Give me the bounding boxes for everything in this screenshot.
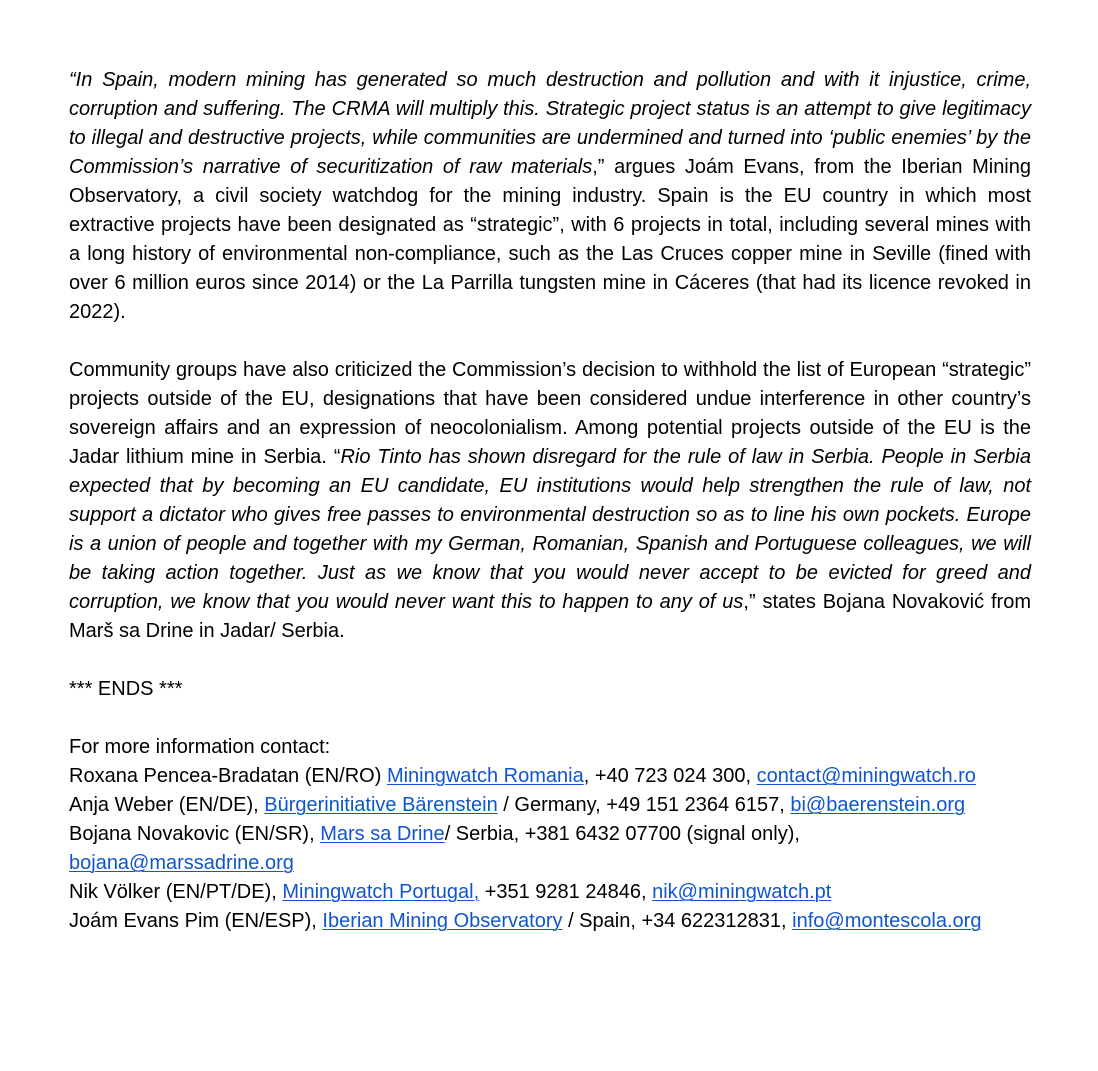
link-mars-sa-drine[interactable]: Mars sa Drine bbox=[320, 823, 445, 845]
ends-marker: *** ENDS *** bbox=[69, 678, 183, 700]
email-link-info-montescola[interactable]: info@montescola.org bbox=[792, 910, 982, 932]
contact-name: Roxana Pencea-Bradatan (EN/RO) bbox=[69, 765, 387, 787]
contact-phone: / Germany, +49 151 2364 6157, bbox=[497, 794, 791, 816]
email-link-bojana-marssadrine[interactable]: bojana@marssadrine.org bbox=[69, 852, 294, 874]
contact-name: Bojana Novakovic (EN/SR), bbox=[69, 823, 321, 845]
link-miningwatch-romania[interactable]: Miningwatch Romania bbox=[386, 765, 584, 787]
contact-phone: / Spain, +34 622312831, bbox=[562, 910, 793, 932]
contact-phone: / Serbia, +381 6432 07700 (signal only), bbox=[444, 823, 800, 845]
contact-section bbox=[69, 733, 1031, 936]
paragraph-community-groups bbox=[69, 356, 1031, 646]
contact-name: Anja Weber (EN/DE), bbox=[69, 794, 265, 816]
link-iberian-mining-observatory[interactable]: Iberian Mining Observatory bbox=[322, 910, 563, 932]
paragraph-spain-quote bbox=[69, 66, 1031, 327]
contact-bojana bbox=[69, 820, 1031, 849]
contact-name: Joám Evans Pim (EN/ESP), bbox=[69, 910, 323, 932]
contact-anja bbox=[69, 791, 1031, 820]
email-link-contact-miningwatch-ro[interactable]: contact@miningwatch.ro bbox=[756, 765, 976, 787]
contact-roxana bbox=[69, 762, 1031, 791]
email-link-bi-baerenstein[interactable]: bi@baerenstein.org bbox=[790, 794, 966, 816]
document-body bbox=[69, 66, 1031, 936]
contact-name: Nik Völker (EN/PT/DE), bbox=[69, 881, 283, 903]
quote-bojana-novakovic: Rio Tinto has shown disregard for the rule of law in Serbia. People in Serbia expected that by becoming an EU candidate, EU institutions would help strengthen the rule of law, not support a dictator who gives free passes to environmental destruction so as to line his own pockets. Europe is a union of people and together with my German, Romanian, Spanish and Portuguese colleagues, we will be taking action together. Just as we know that you would never accept to be evicted for greed and corruption, we know that you would never want this to happen to any of us bbox=[69, 446, 1031, 613]
paragraph-text: Community groups have also criticized the Commission’s decision to withhold the list of European “strategic” projects outside of the EU, designations that have been considered undue interference in other country’s sovereign affairs and an expression of neocolonialism. Among potential projects outside of the EU is the Jadar lithium mine in Serbia. “ bbox=[69, 359, 1031, 468]
contact-bojana-email-line bbox=[69, 849, 1031, 878]
link-miningwatch-portugal[interactable]: Miningwatch Portugal, bbox=[282, 881, 480, 903]
email-link-nik-miningwatch-pt[interactable]: nik@miningwatch.pt bbox=[652, 881, 832, 903]
contact-heading: For more information contact: bbox=[69, 736, 331, 758]
contact-phone: , +40 723 024 300, bbox=[583, 765, 757, 787]
paragraph-text: ,” states Bojana Novaković from Marš sa Drine in Jadar/ Serbia. bbox=[69, 591, 1031, 642]
contact-joam bbox=[69, 907, 1031, 936]
contact-phone: +351 9281 24846, bbox=[479, 881, 653, 903]
link-buergerinitiative-baerenstein[interactable]: Bürgerinitiative Bärenstein bbox=[264, 794, 498, 816]
paragraph-text: ,” argues Joám Evans, from the Iberian Mining Observatory, a civil society watchdog for the mining industry. Spain is the EU country in which most extractive projects have been designated as “strategic”, with 6 projects in total, including several mines with a long history of environmental non-compliance, such as the Las Cruces copper mine in Seville (fined with over 6 million euros since 2014) or the La Parrilla tungsten mine in Cáceres (that had its licence revoked in 2022). bbox=[69, 156, 1032, 323]
contact-nik bbox=[69, 878, 1031, 907]
quote-joam-evans: “In Spain, modern mining has generated so much destruction and pollution and with it injustice, crime, corruption and suffering. The CRMA will multiply this. Strategic project status is an attempt to give legitimacy to illegal and destructive projects, while communities are undermined and turned into ‘public enemies’ by the Commission’s narrative of securitization of raw materials bbox=[69, 69, 1031, 178]
